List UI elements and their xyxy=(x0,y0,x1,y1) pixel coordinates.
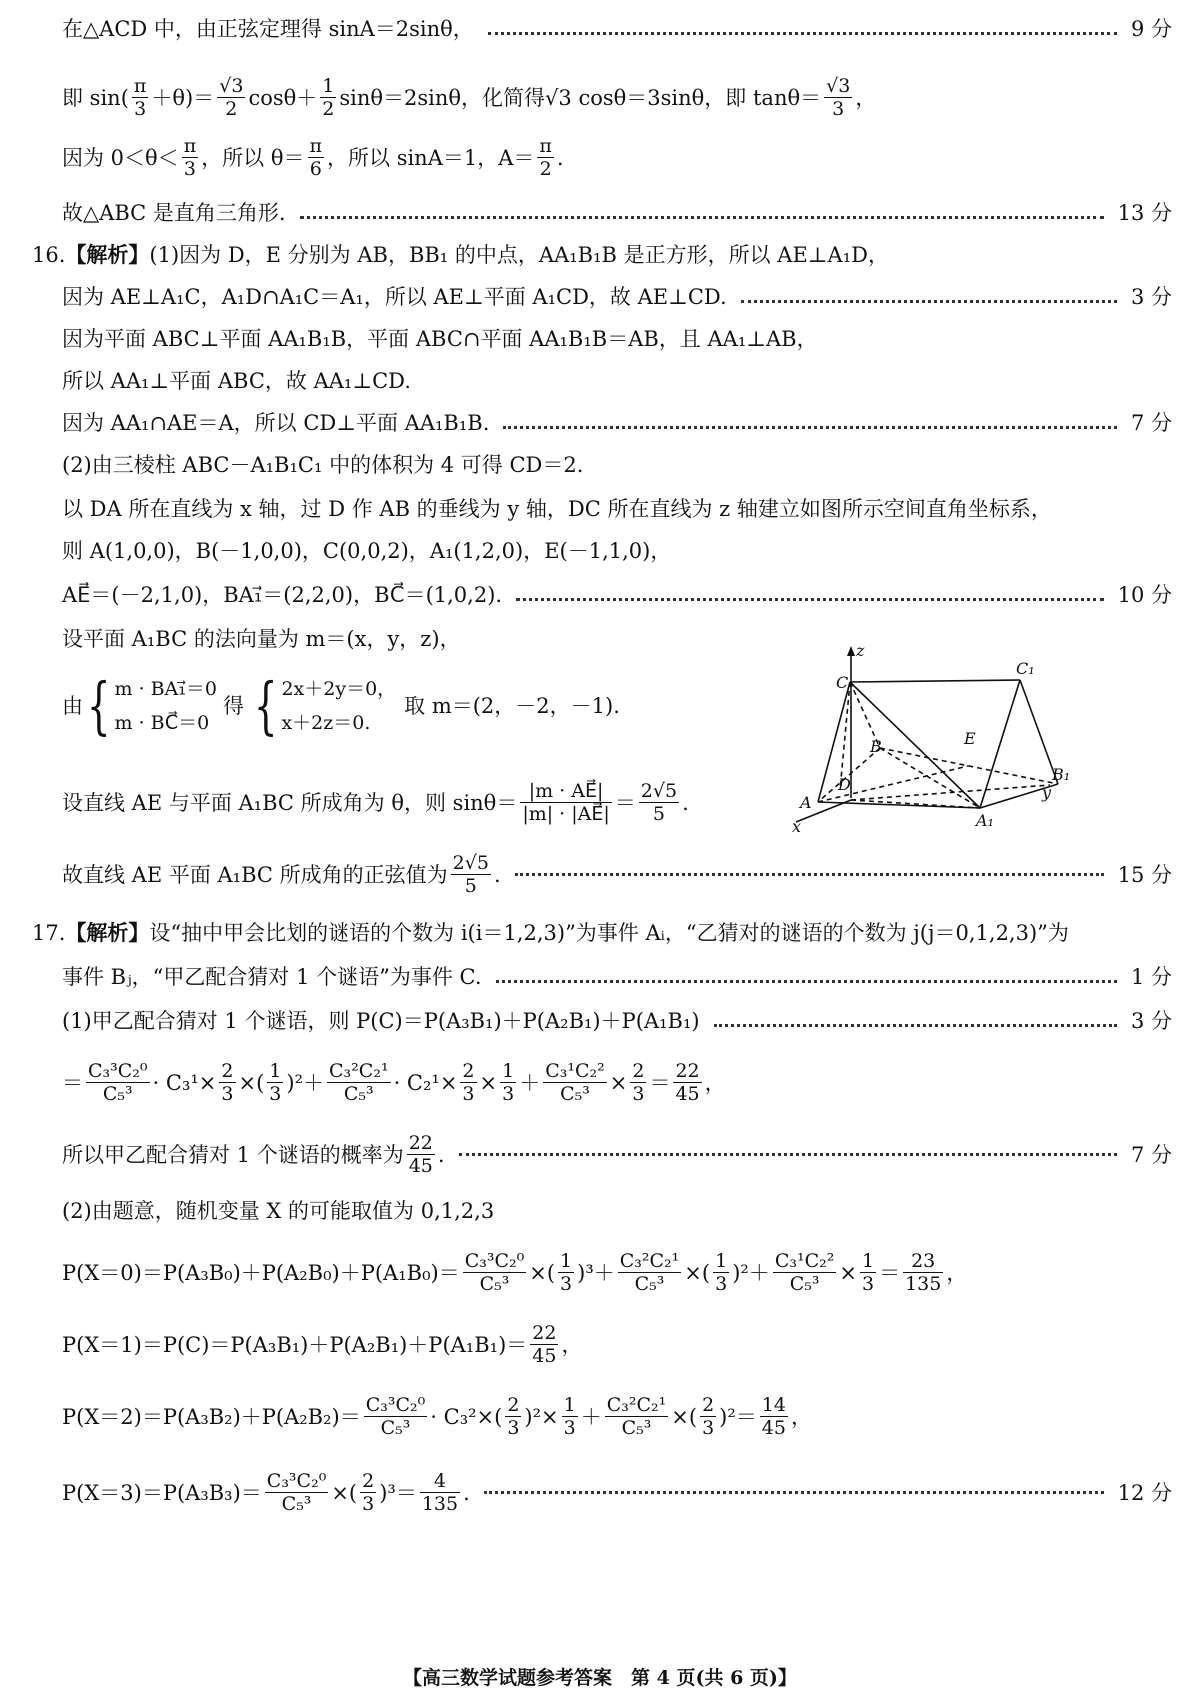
line-3: 因为 0＜θ＜ $\frac{\pi}{3}$ ，所以 θ＝ $\frac{\pi}{6}$ ，所以 sinA＝1，A＝ $\frac{\pi}{2}$ . xyxy=(62,135,564,180)
fraction: $\frac{√3}{2}$ xyxy=(219,75,244,120)
line-27: P(X＝3)＝P(A₃B₃)＝ $\frac{\text{C₃³C₂⁰}}{\text{C₅³}}$ ×( $\frac{2}{3}$ )³＝ $\frac{4}{135}$ . 12 分 xyxy=(62,1470,1172,1515)
line-14: 设平面 A₁BC 的法向量为 m＝(x，y，z)， xyxy=(62,627,461,651)
line-19: 事件 Bⱼ，“甲乙配合猜对 1 个谜语”为事件 C. 1 分 xyxy=(62,965,1172,989)
svg-text:A₁: A₁ xyxy=(976,811,994,830)
line-26: P(X＝2)＝P(A₃B₂)＋P(A₂B₂)＝ $\frac{\text{C₃³C₂⁰}}{\text{C₅³}}$ · C₃²×( $\frac{2}{3}$ )²× $\frac{1}{3}$ ＋ $\frac{\text{C₃²C₂¹}}{\text{C₅³}}$ ×( $\frac{2}{3}$ )²＝ $\frac{14}{45}$ ， xyxy=(62,1394,812,1439)
svg-text:B₁: B₁ xyxy=(1052,765,1071,784)
svg-text:B: B xyxy=(870,737,882,756)
fraction: $\frac{\pi}{6}$ xyxy=(309,135,323,180)
line-4: 故△ABC 是直角三角形. 13 分 xyxy=(62,201,1172,225)
problem-17-header: 17. 【解析】 设“抽中甲会比划的谜语的个数为 i(i＝1,2,3)”为事件 Aᵢ，“乙猜对的谜语的个数为 j(j＝0,1,2,3)”为 xyxy=(32,920,1069,945)
svg-text:x: x xyxy=(792,817,802,836)
equation-system-1: { m · BA₁⃗＝0 m · BC⃗＝0 xyxy=(86,669,217,742)
fraction: $\frac{\pi}{2}$ xyxy=(539,135,552,180)
prism-coordinate-figure xyxy=(780,640,1080,840)
dot-leader xyxy=(300,216,1104,219)
fraction: $\frac{√3}{3}$ xyxy=(826,75,851,120)
line-24: P(X＝0)＝P(A₃B₀)＋P(A₂B₀)＋P(A₁B₀)＝ $\frac{\text{C₃³C₂⁰}}{\text{C₅³}}$ ×( $\frac{1}{3}$ )³＋ $\frac{\text{C₃²C₂¹}}{\text{C₅³}}$ ×( $\frac{1}{3}$ )²＋ $\frac{\text{C₃¹C₂²}}{\text{C₅³}}$ × $\frac{1}{3}$ ＝ $\frac{23}{135}$ ， xyxy=(62,1250,968,1295)
line-8: 所以 AA₁⊥平面 ABC，故 AA₁⊥CD. xyxy=(62,369,411,393)
line-15: 由 { m · BA₁⃗＝0 m · BC⃗＝0 得 { 2x＋2y＝0， x＋2z＝0. 取 m＝(2，－2，－1). xyxy=(62,669,620,742)
svg-text:D: D xyxy=(838,775,851,794)
line-7: 因为平面 ABC⊥平面 AA₁B₁B，平面 ABC∩平面 AA₁B₁B＝AB，且 AA₁⊥AB， xyxy=(62,327,818,351)
fraction: $\frac{2√5}{5}$ xyxy=(452,852,489,897)
line-9: 因为 AA₁∩AE＝A，所以 CD⊥平面 AA₁B₁B. 7 分 xyxy=(62,411,1172,435)
line-6: 因为 AE⊥A₁C，A₁D∩A₁C＝A₁，所以 AE⊥平面 A₁CD，故 AE⊥CD. 3 分 xyxy=(62,285,1172,309)
dot-leader xyxy=(488,32,1117,35)
problem-16-header: 16. 【解析】 (1)因为 D，E 分别为 AB，BB₁ 的中点，AA₁B₁B 是正方形，所以 AE⊥A₁D， xyxy=(32,242,889,267)
line-21: ＝ $\frac{\text{C₃³C₂⁰}}{\text{C₅³}}$ · C₃¹× $\frac{2}{3}$ ×( $\frac{1}{3}$ )²＋ $\frac{\text{C₃²C₂¹}}{\text{C₅³}}$ · C₂¹× $\frac{2}{3}$ × $\frac{1}{3}$ ＋ $\frac{\text{C₃¹C₂²}}{\text{C₅³}}$ × $\frac{2}{3}$ ＝ $\frac{22}{45}$ ， xyxy=(62,1060,726,1105)
line-17: 故直线 AE 平面 A₁BC 所成角的正弦值为 $\frac{2√5}{5}$ . 15 分 xyxy=(62,852,1172,897)
svg-text:C: C xyxy=(836,673,849,692)
score: 9 分 xyxy=(1130,17,1172,41)
line-1: 在△ACD 中，由正弦定理得 sinA＝2sinθ， 9 分 xyxy=(62,17,1172,41)
line-20: (1)甲乙配合猜对 1 个谜语，则 P(C)＝P(A₃B₁)＋P(A₂B₁)＋P(A₁B₁) 3 分 xyxy=(62,1009,1172,1033)
line-11: 以 DA 所在直线为 x 轴，过 D 作 AB 的垂线为 y 轴，DC 所在直线为 z 轴建立如图所示空间直角坐标系， xyxy=(62,497,1052,521)
fraction: $\frac{\pi}{3}$ xyxy=(183,135,197,180)
fraction: $\frac{2√5}{5}$ xyxy=(640,780,678,825)
page-footer: 【高三数学试题参考答案 第 4 页(共 6 页)】 xyxy=(403,1667,797,1689)
fraction: $\frac{1}{2}$ xyxy=(322,75,335,120)
svg-text:A: A xyxy=(800,793,812,812)
svg-text:z: z xyxy=(856,641,865,660)
line-22: 所以甲乙配合猜对 1 个谜语的概率为 $\frac{22}{45}$ . 7 分 xyxy=(62,1132,1172,1177)
line-25: P(X＝1)＝P(C)＝P(A₃B₁)＋P(A₂B₁)＋P(A₁B₁)＝ $\frac{22}{45}$ ， xyxy=(62,1322,583,1367)
line-2: 即 sin( $\frac{\pi}{3}$ ＋θ)＝ $\frac{√3}{2}$ cosθ＋ $\frac{1}{2}$ sinθ＝2sinθ，化简得√3 cosθ＝3sinθ，即 tanθ＝ $\frac{√3}{3}$ ， xyxy=(62,75,877,120)
line-23: (2)由题意，随机变量 X 的可能取值为 0,1,2,3 xyxy=(62,1199,495,1223)
svg-text:y: y xyxy=(1042,783,1052,802)
line-16: 设直线 AE 与平面 A₁BC 所成角为 θ，则 sinθ＝ $\frac{|m \cdot AE⃗|}{|m| \cdot |AE⃗|}$ ＝ $\frac{2√5}{5}$ . xyxy=(62,780,689,825)
equation-system-2: { 2x＋2y＝0， x＋2z＝0. xyxy=(253,669,397,742)
line-13: AE⃗＝(－2,1,0)，BA₁⃗＝(2,2,0)，BC⃗＝(1,0,2). 10 分 xyxy=(62,583,1172,607)
fraction: $\frac{|m \cdot AE⃗|}{|m| \cdot |AE⃗|}$ xyxy=(522,780,610,825)
line-12: 则 A(1,0,0)，B(－1,0,0)，C(0,0,2)，A₁(1,2,0)，E(－1,1,0)， xyxy=(62,539,672,563)
line-10: (2)由三棱柱 ABC－A₁B₁C₁ 中的体积为 4 可得 CD＝2. xyxy=(62,453,584,477)
fraction: $\frac{\pi}{3}$ xyxy=(133,75,147,120)
svg-text:E: E xyxy=(964,729,976,748)
svg-text:C₁: C₁ xyxy=(1016,659,1035,678)
score: 13 分 xyxy=(1117,201,1172,225)
